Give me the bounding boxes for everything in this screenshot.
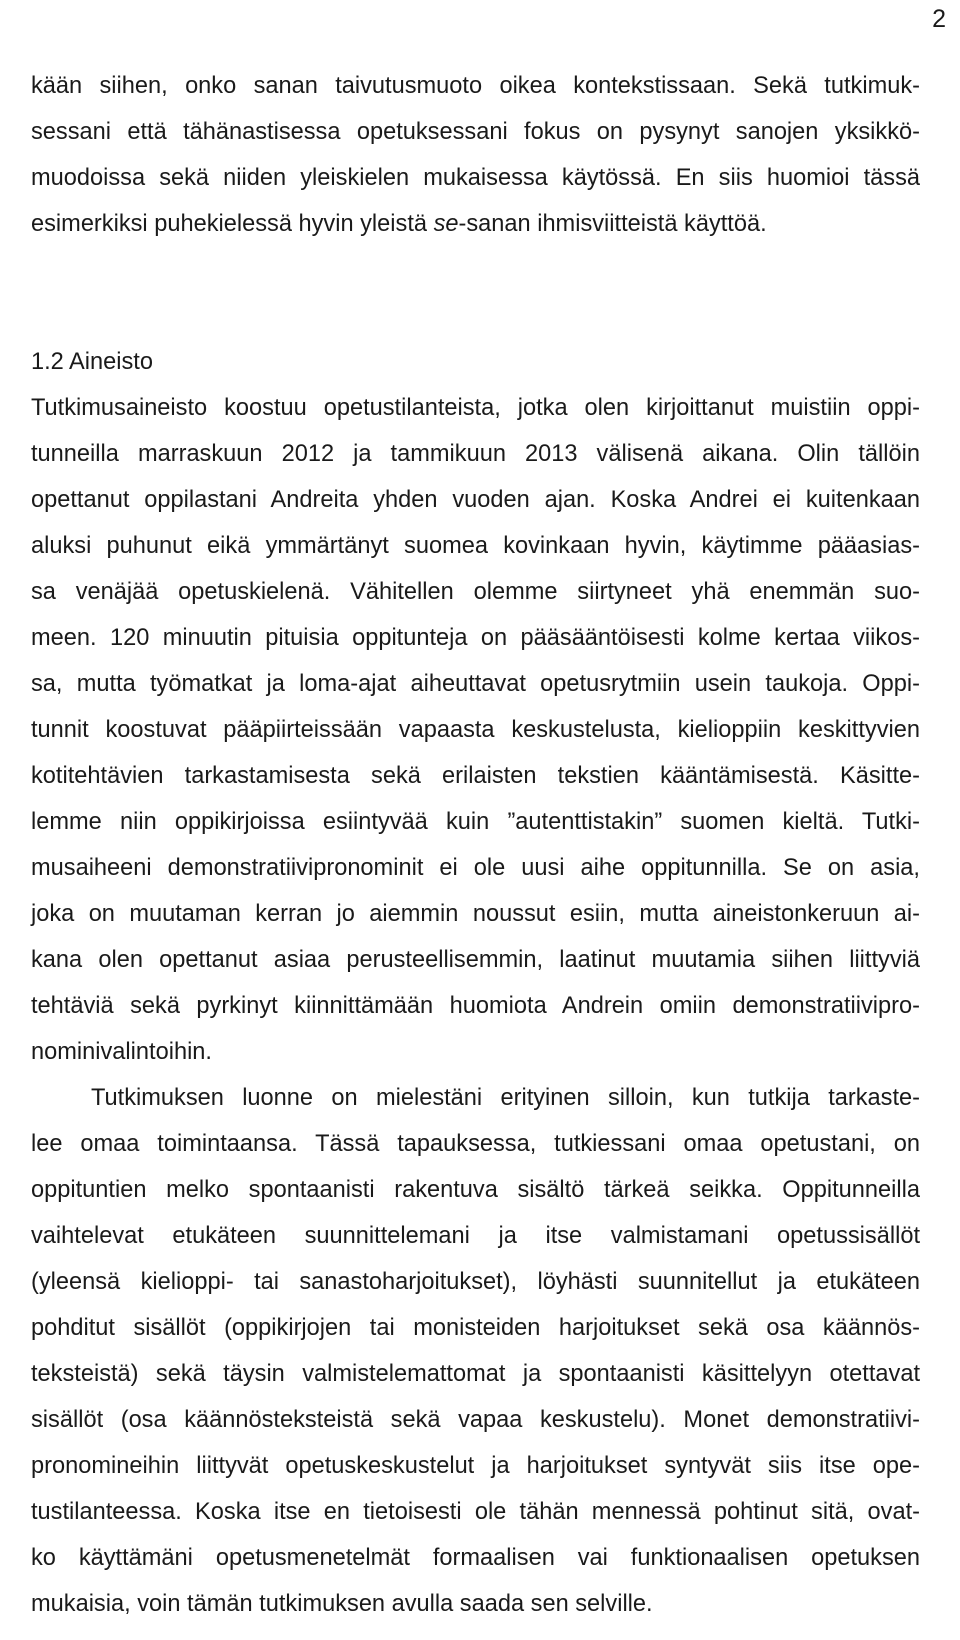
text-line: kään siihen, onko sanan taivutusmuoto oikea kontekstissaan. Sekä tutkimuk- [31, 73, 920, 99]
text-line: Tutkimuksen luonne on mielestäni erityinen silloin, kun tutkija tarkaste- [91, 1085, 920, 1111]
page-number: 2 [932, 5, 946, 33]
intro-paragraph [31, 63, 920, 247]
section-paragraph-1 [31, 385, 920, 1075]
text-line: pohditut sisällöt (oppikirjojen tai monisteiden harjoitukset sekä osa käännös- [31, 1315, 920, 1341]
text-line: ko käyttämäni opetusmenetelmät formaalisen vai funktionaalisen opetuksen [31, 1545, 920, 1571]
text-line: lemme niin oppikirjoissa esiintyvää kuin ”autenttistakin” suomen kieltä. Tutki- [31, 809, 920, 835]
text-line: sessani että tähänastisessa opetuksessani fokus on pysynyt sanojen yksikkö- [31, 119, 920, 145]
text-line: oppituntien melko spontaanisti rakentuva sisältö tärkeä seikka. Oppitunneilla [31, 1177, 920, 1203]
text-line: sa, mutta työmatkat ja loma-ajat aiheuttavat opetusrytmiin usein taukoja. Oppi- [31, 671, 920, 697]
text-line [31, 201, 920, 247]
text-line: (yleensä kielioppi- tai sanastoharjoitukset), löyhästi suunnitellut ja etukäteen [31, 1269, 920, 1295]
text-line: tustilanteessa. Koska itse en tietoisesti ole tähän mennessä pohtinut sitä, ovat- [31, 1499, 920, 1525]
text-line: kana olen opettanut asiaa perusteellisemmin, laatinut muutamia siihen liittyviä [31, 947, 920, 973]
text-line: pronomineihin liittyvät opetuskeskustelut ja harjoitukset syntyvät siis itse ope- [31, 1453, 920, 1479]
text-line: lee omaa toimintaansa. Tässä tapauksessa, tutkiessani omaa opetustani, on [31, 1131, 920, 1157]
section-paragraph-2 [31, 1075, 920, 1627]
text-line: aluksi puhunut eikä ymmärtänyt suomea kovinkaan hyvin, käytimme pääasias- [31, 533, 920, 559]
document-body [31, 63, 920, 1627]
text-line: opettanut oppilastani Andreita yhden vuoden ajan. Koska Andrei ei kuitenkaan [31, 487, 920, 513]
text-segment: -sanan ihmisviitteistä käyttöä. [458, 211, 767, 237]
text-line: mukaisia, voin tämän tutkimuksen avulla saada sen selville. [31, 1591, 653, 1617]
section-heading: 1.2 Aineisto [31, 349, 153, 375]
italic-term: se [433, 211, 459, 237]
text-line: tunneilla marraskuun 2012 ja tammikuun 2013 välisenä aikana. Olin tällöin [31, 441, 920, 467]
text-segment: esimerkiksi puhekielessä hyvin yleistä [31, 211, 434, 237]
text-line: Tutkimusaineisto koostuu opetustilanteista, jotka olen kirjoittanut muistiin oppi- [31, 395, 920, 421]
text-line: nominivalintoihin. [31, 1039, 212, 1065]
text-line: tunnit koostuvat pääpiirteissään vapaasta keskustelusta, kielioppiin keskittyvien [31, 717, 920, 743]
text-line: teksteistä) sekä täysin valmistelemattomat ja spontaanisti käsittelyyn otettavat [31, 1361, 920, 1387]
text-line: kotitehtävien tarkastamisesta sekä erilaisten tekstien kääntämisestä. Käsitte- [31, 763, 920, 789]
text-line: tehtäviä sekä pyrkinyt kiinnittämään huomiota Andrein omiin demonstratiivipro- [31, 993, 920, 1019]
text-line: musaiheeni demonstratiivipronominit ei ole uusi aihe oppitunnilla. Se on asia, [31, 855, 920, 881]
text-line: sa venäjää opetuskielenä. Vähitellen olemme siirtyneet yhä enemmän suo- [31, 579, 920, 605]
text-line: joka on muutaman kerran jo aiemmin noussut esiin, mutta aineistonkeruun ai- [31, 901, 920, 927]
section-gap [31, 247, 920, 339]
text-line: muodoissa sekä niiden yleiskielen mukaisessa käytössä. En siis huomioi tässä [31, 165, 920, 191]
text-line: vaihtelevat etukäteen suunnittelemani ja itse valmistamani opetussisällöt [31, 1223, 920, 1249]
text-line: meen. 120 minuutin pituisia oppitunteja on pääsääntöisesti kolme kertaa viikos- [31, 625, 920, 651]
text-line: sisällöt (osa käännösteksteistä sekä vapaa keskustelu). Monet demonstratiivi- [31, 1407, 920, 1433]
